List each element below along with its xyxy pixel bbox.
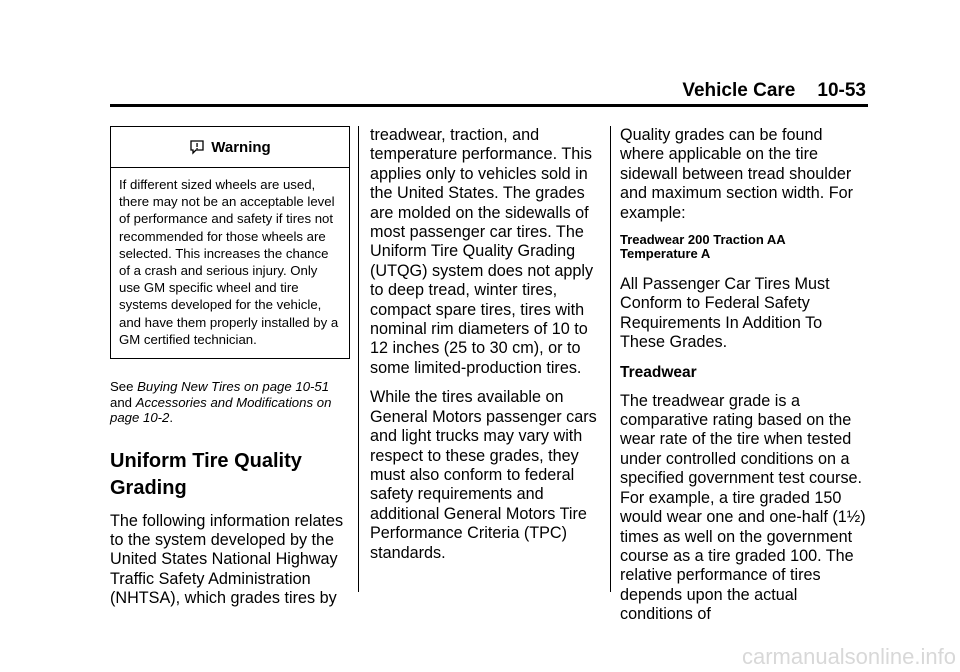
warning-text: If different sized wheels are used, there may not be an acceptable level of performance and safety if tires not recommended for those wheels are selected. This increases the chance of a crash and serious injury. Only use GM specific wheel and tire systems developed for the vehicle, and have them properly installed by a GM certified technician. bbox=[119, 177, 339, 347]
warning-icon bbox=[189, 139, 205, 155]
column-divider-1 bbox=[358, 126, 359, 592]
example-line-2: Temperature A bbox=[620, 246, 711, 262]
col2-paragraph-2: While the tires available on General Motors passenger cars and light trucks may vary with respect to these grades, they must also conform to federal safety requirements and additional General Motors Tire Performance Criteria (TPC) standards. bbox=[370, 388, 597, 562]
warning-title: Warning bbox=[211, 138, 271, 156]
column-2 bbox=[370, 126, 602, 563]
column-divider-2 bbox=[610, 126, 611, 592]
col3-paragraph-2: All Passenger Car Tires Must Conform to Federal Safety Requirements In Addition To These Grades. bbox=[620, 275, 830, 352]
column-3 bbox=[620, 126, 870, 625]
header-rule bbox=[110, 104, 868, 107]
example-line-1: Treadwear 200 Traction AA bbox=[620, 232, 786, 248]
col3-paragraph-1: Quality grades can be found where applicable on the tire sidewall between tread shoulder and maximum section width. For example: bbox=[620, 126, 854, 222]
ref-accessories[interactable]: Accessories and Modifications on page 10-2 bbox=[110, 394, 332, 426]
page-header bbox=[682, 80, 866, 102]
treadwear-heading: Treadwear bbox=[620, 363, 697, 381]
section-name: Vehicle Care bbox=[682, 80, 796, 101]
see-label: See bbox=[110, 379, 134, 395]
col3-paragraph-3: The treadwear grade is a comparative rating based on the wear rate of the tire when tested under controlled conditions on a specified government test course. For example, a tire graded 150 would wear one and one-half (1½) times as well on the government course as a tire graded 100. The relative performance of tires depends upon the actual conditions of bbox=[620, 391, 866, 624]
watermark: carmanualsonline.info bbox=[741, 644, 956, 669]
section-title: Uniform Tire Quality Grading bbox=[110, 449, 302, 499]
col1-paragraph: The following information relates to the system developed by the United States National Highway Traffic Safety Administration (NHTSA), which grades tires by bbox=[110, 511, 344, 608]
page-number: 10-53 bbox=[817, 80, 866, 101]
tire-grade-example bbox=[620, 233, 870, 261]
col2-paragraph-1: treadwear, traction, and temperature performance. This applies only to vehicles sold in the United States. The grades are molded on the sidewalls of most passenger car tires. The Uniform Tire Quality Grading (UTQG) system does not apply to deep tread, winter tires, compact spare tires, tires with nominal rim diameters of 10 to 12 inches (25 to 30 cm), or to some limited-production tires. bbox=[370, 126, 594, 377]
ref-buying-new-tires[interactable]: Buying New Tires on page 10-51 bbox=[137, 379, 330, 395]
and-label: and bbox=[110, 394, 133, 410]
period: . bbox=[169, 410, 174, 426]
warning-box bbox=[110, 126, 350, 359]
warning-header bbox=[111, 127, 349, 168]
column-1 bbox=[110, 126, 350, 609]
see-reference bbox=[110, 379, 350, 426]
